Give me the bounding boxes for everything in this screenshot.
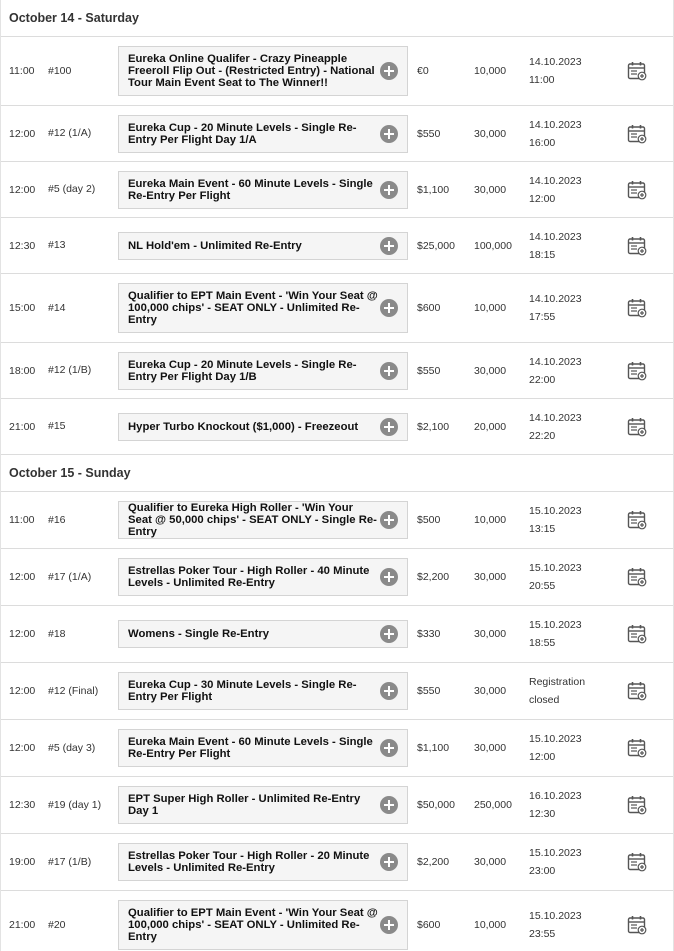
late-reg-time: 12:30	[529, 808, 556, 820]
start-time: 12:00	[9, 183, 36, 196]
calendar-add-icon[interactable]	[627, 624, 647, 644]
late-reg-time: 22:00	[529, 373, 556, 386]
event-cell	[118, 283, 414, 333]
plus-circle-icon[interactable]	[380, 568, 398, 586]
start-time: 12:00	[9, 571, 36, 583]
guarantee: 10,000	[474, 514, 507, 526]
late-reg-date: 15.10.2023	[529, 505, 582, 517]
event-name: Qualifier to Eureka High Roller - 'Win Your Seat @ 50,000 chips' - SEAT ONLY - Single Re-Entry	[128, 502, 377, 538]
calendar-add-icon[interactable]	[627, 795, 647, 815]
tournament-row	[1, 777, 673, 834]
event-name: Eureka Cup - 30 Minute Levels - Single Re-Entry Per Flight	[128, 679, 357, 703]
calendar-cell	[627, 236, 673, 256]
late-reg-time: 22:20	[529, 429, 556, 442]
late-registration	[529, 172, 627, 208]
late-registration	[529, 730, 627, 766]
event-cell	[118, 558, 414, 596]
calendar-add-icon[interactable]	[627, 124, 647, 144]
start-time: 12:00	[9, 127, 36, 140]
late-reg-date: 15.10.2023	[529, 619, 582, 631]
guarantee: 30,000	[474, 628, 507, 640]
calendar-cell	[627, 361, 673, 381]
plus-circle-icon[interactable]	[380, 625, 398, 643]
event-name: Qualifier to EPT Main Event - 'Win Your Seat @ 100,000 chips' - SEAT ONLY - Unlimited Re-Entry	[128, 907, 378, 943]
event-name: Qualifier to EPT Main Event - 'Win Your Seat @ 100,000 chips' - SEAT ONLY - Unlimited Re-Entry	[128, 290, 378, 326]
event-number: #14	[48, 301, 66, 314]
event-cell	[118, 171, 414, 209]
late-registration	[529, 409, 627, 445]
plus-circle-icon[interactable]	[380, 181, 398, 199]
calendar-add-icon[interactable]	[627, 61, 647, 81]
guarantee: 30,000	[474, 127, 507, 140]
tournament-row	[1, 663, 673, 720]
buy-in: $500	[417, 514, 441, 526]
calendar-cell	[627, 298, 673, 318]
guarantee: 250,000	[474, 799, 512, 811]
buy-in: $1,100	[417, 742, 450, 754]
guarantee: 10,000	[474, 302, 507, 314]
event-number: #19 (day 1)	[48, 798, 102, 811]
plus-circle-icon[interactable]	[380, 511, 398, 529]
late-registration	[529, 502, 627, 538]
tournament-row	[1, 492, 673, 549]
plus-circle-icon[interactable]	[380, 796, 398, 814]
event-number: #15	[48, 420, 66, 432]
event-name-button[interactable]	[118, 283, 408, 333]
late-reg-time: 12:00	[529, 751, 556, 763]
event-name: Estrellas Poker Tour - High Roller - 40 Minute Levels - Unlimited Re-Entry	[128, 565, 370, 589]
calendar-cell	[627, 681, 673, 701]
buy-in: $50,000	[417, 799, 455, 811]
late-registration	[529, 353, 627, 389]
late-registration	[529, 844, 627, 880]
event-number: #16	[48, 513, 66, 526]
calendar-add-icon[interactable]	[627, 361, 647, 381]
late-reg-date: 14.10.2023	[529, 355, 582, 368]
event-name: Eureka Main Event - 60 Minute Levels - Single Re-Entry Per Flight	[128, 177, 373, 202]
event-name: Estrellas Poker Tour - High Roller - 20 Minute Levels - Unlimited Re-Entry	[128, 850, 370, 874]
calendar-cell	[627, 180, 673, 200]
event-cell	[118, 46, 414, 96]
event-name-button[interactable]	[118, 171, 408, 209]
guarantee: 30,000	[474, 364, 507, 377]
event-cell	[118, 786, 414, 824]
late-registration	[529, 290, 627, 326]
late-registration	[529, 673, 627, 709]
event-name: Womens - Single Re-Entry	[128, 628, 270, 640]
tournament-row	[1, 274, 673, 343]
buy-in: $2,200	[417, 571, 450, 583]
event-name: Eureka Main Event - 60 Minute Levels - Single Re-Entry Per Flight	[128, 736, 373, 760]
event-number: #17 (1/A)	[48, 570, 92, 583]
start-time: 11:00	[9, 65, 35, 77]
guarantee: 30,000	[474, 685, 507, 697]
late-registration	[529, 228, 627, 264]
start-time: 19:00	[9, 856, 36, 868]
calendar-add-icon[interactable]	[627, 180, 647, 200]
event-name-button[interactable]	[118, 672, 408, 710]
late-reg-date: 14.10.2023	[529, 411, 582, 424]
calendar-add-icon[interactable]	[627, 567, 647, 587]
guarantee: 10,000	[474, 65, 507, 77]
event-cell	[118, 115, 414, 153]
calendar-cell	[627, 738, 673, 758]
calendar-cell	[627, 61, 673, 81]
buy-in: $330	[417, 628, 441, 640]
day-header: October 14 - Saturday	[1, 0, 673, 37]
plus-circle-icon[interactable]	[380, 853, 398, 871]
event-number: #100	[48, 64, 72, 77]
event-name: EPT Super High Roller - Unlimited Re-Entry Day 1	[128, 793, 361, 817]
event-name-button[interactable]	[118, 620, 408, 648]
event-number: #5 (day 2)	[48, 183, 96, 195]
event-name: Hyper Turbo Knockout ($1,000) - Freezeout	[128, 420, 359, 433]
tournament-row	[1, 549, 673, 606]
tournament-row	[1, 834, 673, 891]
late-registration	[529, 907, 627, 943]
start-time: 21:00	[9, 420, 36, 433]
late-reg-time: 11:00	[529, 74, 555, 86]
event-name-button[interactable]	[118, 352, 408, 390]
guarantee: 100,000	[474, 239, 512, 252]
buy-in: $600	[417, 919, 441, 931]
guarantee: 30,000	[474, 183, 507, 196]
start-time: 15:00	[9, 302, 36, 314]
event-name-button[interactable]	[118, 501, 408, 539]
calendar-add-icon[interactable]	[627, 681, 647, 701]
tournament-row	[1, 399, 673, 455]
late-registration	[529, 53, 627, 89]
tournament-row	[1, 720, 673, 777]
day-header: October 15 - Sunday	[1, 455, 673, 492]
guarantee: 30,000	[474, 856, 507, 868]
event-cell	[118, 620, 414, 648]
event-name: Eureka Online Qualifer - Crazy Pineapple Freeroll Flip Out - (Restricted Entry) - National Tour Main Event Seat to The Winner!!	[128, 53, 375, 89]
late-reg-time: 23:00	[529, 865, 556, 877]
start-time: 12:00	[9, 685, 36, 697]
calendar-add-icon[interactable]	[627, 738, 647, 758]
calendar-cell	[627, 567, 673, 587]
calendar-cell	[627, 624, 673, 644]
event-number: #20	[48, 918, 66, 931]
calendar-cell	[627, 852, 673, 872]
event-name-button[interactable]	[118, 900, 408, 950]
event-name-button[interactable]	[118, 232, 408, 260]
late-reg-time: 18:55	[529, 637, 556, 649]
guarantee: 20,000	[474, 420, 507, 433]
event-name-button[interactable]	[118, 729, 408, 767]
calendar-add-icon[interactable]	[627, 236, 647, 256]
event-name: NL Hold'em - Unlimited Re-Entry	[128, 239, 302, 252]
plus-circle-icon[interactable]	[380, 682, 398, 700]
guarantee: 30,000	[474, 742, 507, 754]
event-cell	[118, 672, 414, 710]
tournament-row	[1, 606, 673, 663]
event-name: Eureka Cup - 20 Minute Levels - Single Re-Entry Per Flight Day 1/B	[128, 358, 357, 383]
event-name-button[interactable]	[118, 786, 408, 824]
buy-in: $550	[417, 127, 441, 140]
guarantee: 30,000	[474, 571, 507, 583]
calendar-cell	[627, 510, 673, 530]
late-registration	[529, 787, 627, 823]
start-time: 12:30	[9, 799, 36, 811]
late-reg-date: 15.10.2023	[529, 733, 582, 745]
tournament-row	[1, 218, 673, 274]
plus-circle-icon[interactable]	[380, 237, 398, 255]
event-number: #12 (1/A)	[48, 127, 92, 139]
buy-in: $25,000	[417, 239, 455, 252]
calendar-cell	[627, 417, 673, 437]
event-number: #18	[48, 627, 66, 640]
event-name: Eureka Cup - 20 Minute Levels - Single Re-Entry Per Flight Day 1/A	[128, 121, 357, 146]
calendar-add-icon[interactable]	[627, 510, 647, 530]
late-reg-date: 15.10.2023	[529, 562, 582, 574]
buy-in: $1,100	[417, 183, 450, 196]
event-number: #5 (day 3)	[48, 741, 96, 754]
plus-circle-icon[interactable]	[380, 916, 398, 934]
event-cell	[118, 501, 414, 539]
buy-in: $600	[417, 302, 441, 314]
late-reg-date: 14.10.2023	[529, 118, 582, 131]
late-reg-time: 13:15	[529, 523, 556, 535]
event-name-button[interactable]	[118, 46, 408, 96]
late-reg-time: 23:55	[529, 928, 556, 940]
plus-circle-icon[interactable]	[380, 418, 398, 436]
late-reg-date: 15.10.2023	[529, 847, 582, 859]
tournament-row	[1, 343, 673, 399]
late-registration	[529, 559, 627, 595]
buy-in: $2,100	[417, 420, 450, 433]
tournament-row	[1, 37, 673, 106]
late-reg-time: 17:55	[529, 311, 556, 323]
late-reg-time: 16:00	[529, 136, 556, 149]
event-cell	[118, 843, 414, 881]
late-reg-time: closed	[529, 694, 560, 706]
calendar-add-icon[interactable]	[627, 852, 647, 872]
event-number: #12 (1/B)	[48, 364, 92, 376]
late-reg-date: 14.10.2023	[529, 293, 582, 305]
calendar-cell	[627, 915, 673, 935]
tournament-row	[1, 891, 673, 951]
event-cell	[118, 232, 414, 260]
start-time: 21:00	[9, 919, 36, 931]
buy-in: $550	[417, 364, 441, 377]
event-name-button[interactable]	[118, 843, 408, 881]
event-name-button[interactable]	[118, 558, 408, 596]
late-reg-date: 16.10.2023	[529, 790, 582, 802]
event-name-button[interactable]	[118, 413, 408, 441]
plus-circle-icon[interactable]	[380, 62, 398, 80]
calendar-cell	[627, 795, 673, 815]
start-time: 12:30	[9, 239, 36, 252]
start-time: 18:00	[9, 364, 36, 377]
event-cell	[118, 413, 414, 441]
buy-in: $550	[417, 685, 441, 697]
event-number: #12 (Final)	[48, 684, 99, 697]
buy-in: €0	[417, 65, 429, 77]
plus-circle-icon[interactable]	[380, 299, 398, 317]
guarantee: 10,000	[474, 919, 507, 931]
start-time: 12:00	[9, 742, 36, 754]
late-reg-time: 18:15	[529, 248, 556, 261]
late-reg-date: 15.10.2023	[529, 910, 582, 922]
plus-circle-icon[interactable]	[380, 362, 398, 380]
tournament-row	[1, 106, 673, 162]
plus-circle-icon[interactable]	[380, 739, 398, 757]
calendar-add-icon[interactable]	[627, 298, 647, 318]
late-reg-date: 14.10.2023	[529, 56, 582, 68]
late-reg-time: 20:55	[529, 580, 556, 592]
event-cell	[118, 900, 414, 950]
late-reg-time: 12:00	[529, 192, 556, 205]
event-cell	[118, 729, 414, 767]
calendar-add-icon[interactable]	[627, 915, 647, 935]
late-reg-date: 14.10.2023	[529, 230, 582, 243]
plus-circle-icon[interactable]	[380, 125, 398, 143]
event-cell	[118, 352, 414, 390]
late-reg-date: 14.10.2023	[529, 174, 582, 187]
late-registration	[529, 116, 627, 152]
event-number: #17 (1/B)	[48, 855, 92, 868]
event-name-button[interactable]	[118, 115, 408, 153]
late-registration	[529, 616, 627, 652]
start-time: 12:00	[9, 628, 36, 640]
late-reg-date: Registration	[529, 676, 586, 688]
start-time: 11:00	[9, 514, 35, 526]
calendar-add-icon[interactable]	[627, 417, 647, 437]
buy-in: $2,200	[417, 856, 450, 868]
event-number: #13	[48, 239, 66, 251]
tournament-row	[1, 162, 673, 218]
calendar-cell	[627, 124, 673, 144]
